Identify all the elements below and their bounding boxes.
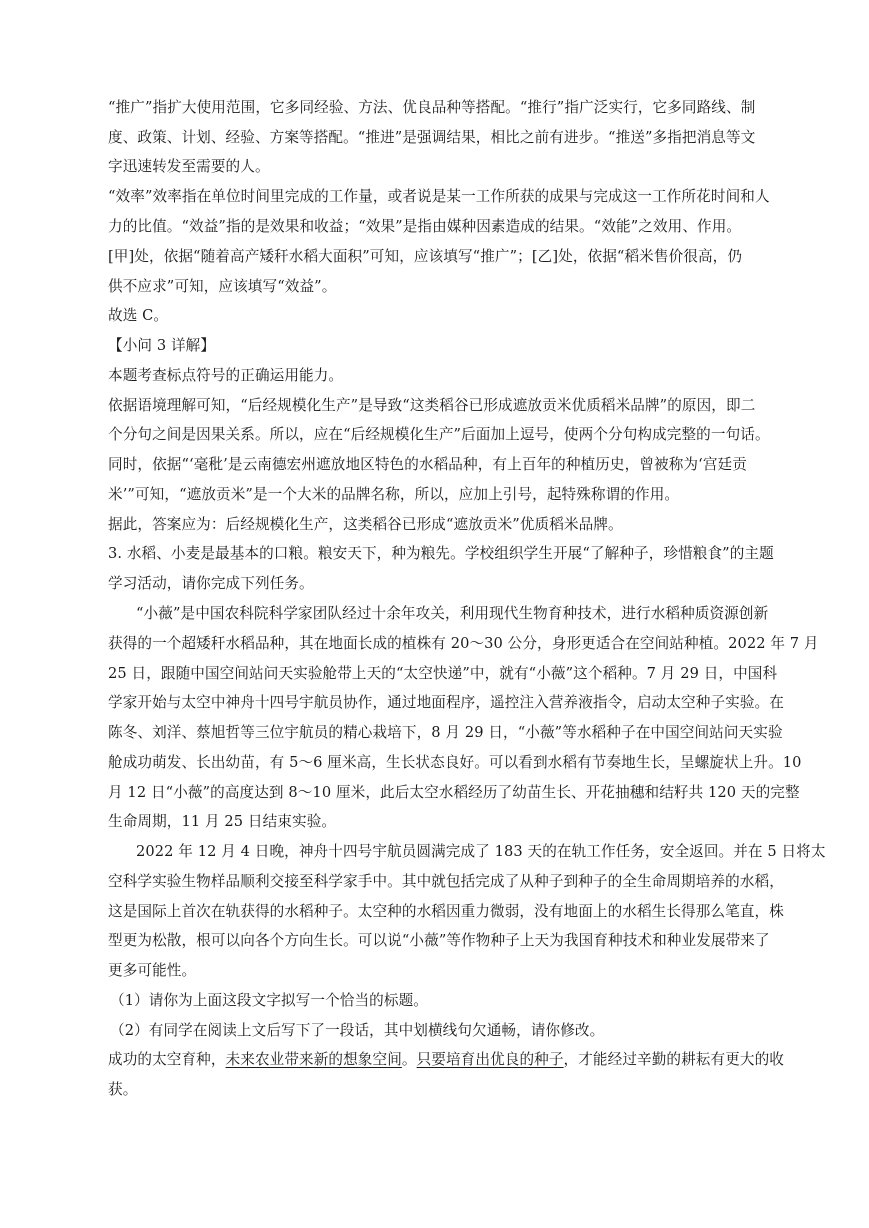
section-heading: 【小问 3 详解】: [108, 337, 216, 354]
underlined-clause-1: 未来农业带来新的想象空间: [225, 1051, 402, 1068]
sentence-prefix: 成功的太空育种，: [108, 1051, 226, 1068]
text-line: 个分句之间是因果关系。所以，应在“后经规模化生产”后面加上逗号，使两个分句构成完整的一句话。: [108, 426, 770, 443]
passage-line: 舱成功萌发、长出幼苗，有 5～6 厘米高，生长状态良好。可以看到水稻有节奏地生长，呈螺旋状上升。10: [108, 754, 802, 771]
sentence-mid: 。: [401, 1051, 417, 1068]
text-line: 依据语境理解可知，“后经规模化生产”是导致“这类稻谷已形成遮放贡米优质稻米品牌”的原因，即二: [108, 397, 756, 414]
passage-line: 更多可能性。: [108, 962, 197, 979]
student-sentence: [108, 1050, 788, 1070]
passage-line: 生命周期，11 月 25 日结束实验。: [108, 813, 337, 830]
passage-line: 25 日，跟随中国空间站问天实验舱带上天的“太空快递”中，就有“小薇”这个稻种。7 月 29 日，中国科: [108, 665, 778, 682]
text-line: 供不应求”可知，应该填写“效益”。: [108, 278, 337, 295]
underlined-clause-2: 只要培育出优良的种子: [416, 1051, 564, 1068]
passage-line: 获得的一个超矮秆水稻品种，其在地面长成的植株有 20～30 公分，身形更适合在空间站种植。2022 年 7 月: [108, 635, 819, 652]
passage-line: 空科学实验生物样品顺利交接至科学家手中。其中就包括完成了从种子到种子的全生命周期培养的水稻，: [108, 873, 784, 890]
passage-line: “小薇”是中国农科院科学家团队经过十余年攻关，利用现代生物育种技术，进行水稻种质资源创新: [136, 605, 769, 622]
sentence-suffix: ，才能经过辛勤的耕耘有更大的收: [563, 1051, 784, 1068]
passage-line: 月 12 日“小薇”的高度达到 8～10 厘米，此后太空水稻经历了幼苗生长、开花抽穗和结籽共 120 天的完整: [108, 784, 800, 801]
passage-line: 学家开始与太空中神舟十四号宇航员协作，通过地面程序，遥控注入营养液指令，启动太空种子实验。在: [108, 694, 784, 711]
text-line: 故选 C。: [108, 307, 169, 324]
passage-line: 这是国际上首次在轨获得的水稻种子。太空种的水稻因重力微弱，没有地面上的水稻生长得那么笔直，株: [108, 903, 784, 920]
text-line: 度、政策、计划、经验、方案等搭配。“推进”是强调结果，相比之前有进步。“推送”多指把消息等文: [108, 129, 756, 146]
sub-question-2: （2）有同学在阅读上文后写下了一段话，其中划横线句欠通畅，请你修改。: [110, 1022, 605, 1039]
text-line: “效率”效率指在单位时间里完成的工作量，或者说是某一工作所获的成果与完成这一工作所花时间和人: [108, 188, 770, 205]
student-sentence-end: 获。: [108, 1081, 138, 1098]
text-line: “推广”指扩大使用范围，它多同经验、方法、优良品种等搭配。“推行”指广泛实行，它多同路线、制: [108, 99, 756, 116]
text-line: 字迅速转发至需要的人。: [108, 158, 270, 175]
text-line: 同时，依据“‘毫秕’是云南德宏州遮放地区特色的水稻品种，有上百年的种植历史，曾被称为‘宫廷贡: [108, 456, 747, 473]
passage-line: 2022 年 12 月 4 日晚，神舟十四号宇航员圆满完成了 183 天的在轨工作任务，安全返回。并在 5 日将太: [136, 843, 826, 860]
text-line: 本题考查标点符号的正确运用能力。: [108, 367, 344, 384]
question-line: 3. 水稻、小麦是最基本的口粮。粮安天下，种为粮先。学校组织学生开展“了解种子，珍惜粮食”的主题: [108, 545, 774, 562]
sub-question-1: （1）请你为上面这段文字拟写一个恰当的标题。: [110, 992, 428, 1009]
text-line: 据此，答案应为：后经规模化生产，这类稻谷已形成“遮放贡米”优质稻米品牌。: [108, 516, 623, 533]
passage-line: 陈冬、刘洋、蔡旭哲等三位宇航员的精心栽培下，8 月 29 日，“小薇”等水稻种子在中国空间站问天实验: [108, 724, 783, 741]
text-line: 米’”可知，“遮放贡米”是一个大米的品牌名称，所以，应加上引号，起特殊称谓的作用。: [108, 486, 680, 503]
text-line: 学习活动，请你完成下列任务。: [108, 575, 314, 592]
text-line: 力的比值。“效益”指的是效果和收益；“效果”是指由媒种因素造成的结果。“效能”之效用、作用。: [108, 218, 742, 235]
passage-line: 型更为松散，根可以向各个方向生长。可以说“小薇”等作物种子上天为我国育种技术和种业发展带来了: [108, 932, 770, 949]
text-line: [甲]处，依据“随着高产矮秆水稻大面积”可知，应该填写“推广”；[乙]处，依据“稻米售价很高，仍: [108, 248, 743, 265]
